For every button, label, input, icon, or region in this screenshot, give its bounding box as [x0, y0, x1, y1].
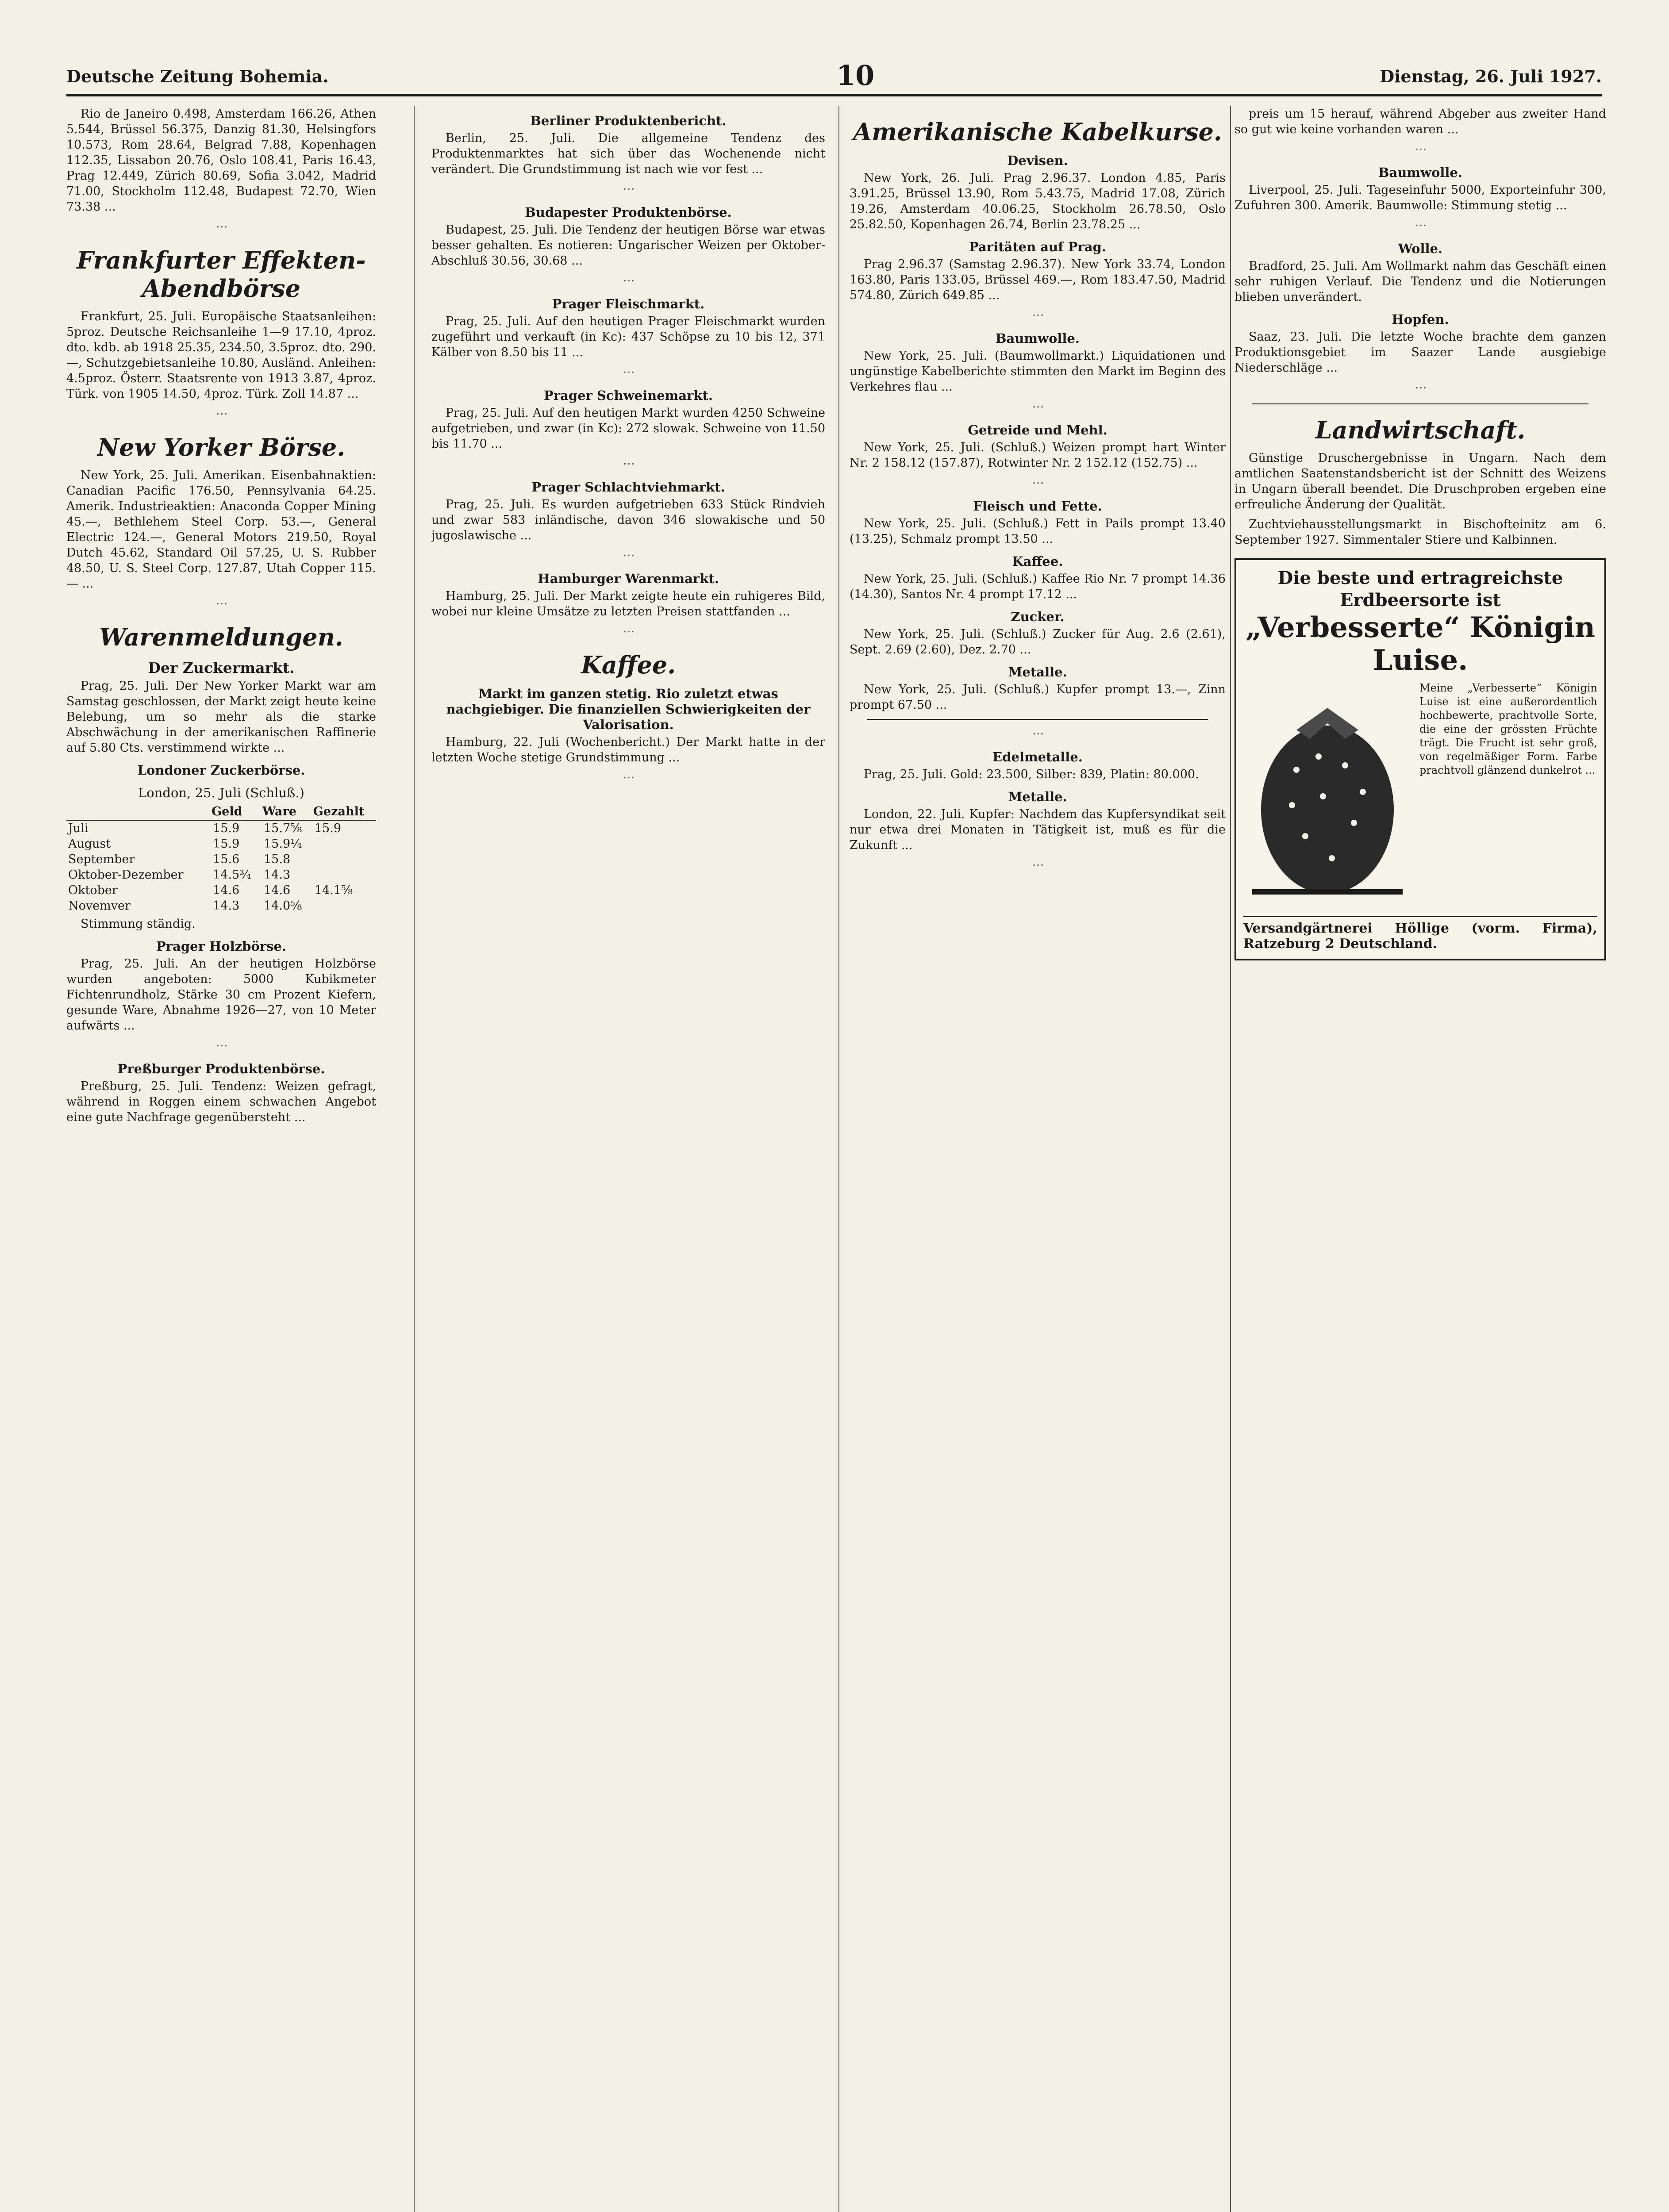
landwirtschaft-text-2: Zuchtviehausstellungsmarkt in Bischofteinitz am 6. September 1927. Simmentaler Stiere und Kalbinnen.	[1234, 518, 1606, 547]
ad-headline: Die beste und ertragreichste Erdbeersorte ist	[1277, 568, 1563, 611]
masthead-rule	[66, 94, 1602, 96]
hopfen-text: Saaz, 23. Juli. Die letzte Woche brachte dem ganzen Produktionsgebiet im Saazer Lande ausgiebige Niederschläge ...	[1234, 330, 1606, 375]
sugar-table-cell: 14.6	[213, 883, 240, 897]
sugar-table-row	[66, 883, 376, 898]
masthead-date: Dienstag, 26. Juli 1927.	[1380, 66, 1602, 86]
column-4	[1234, 106, 1606, 2212]
omitted-text-marker: ⋯	[215, 220, 228, 234]
sugar-table-cell: Juli	[68, 822, 88, 835]
omitted-text-marker: ⋯	[1414, 142, 1427, 156]
londoner-zucker-sub: London, 25. Juli (Schluß.)	[138, 785, 304, 800]
column-rule	[414, 106, 415, 2212]
sugar-note: Stimmung ständig.	[81, 917, 196, 931]
baumwolle-ny-heading: Baumwolle.	[996, 331, 1080, 346]
fleischmarkt-text: Prag, 25. Juli. Auf den heutigen Prager Fleischmarkt wurden zugeführt und verkauft (in Kc): 437 Schöpse zu 10 bis 12, 371 Kälber von 8.50 bis 11 ...	[431, 315, 825, 359]
sugar-table-cell: 15.9	[213, 822, 240, 835]
sugar-table-row	[66, 836, 376, 852]
sugar-table-cell: Oktober	[68, 883, 118, 897]
strawberry-illustration	[1243, 681, 1411, 911]
section-rule	[867, 719, 1208, 720]
omitted-text-marker: ⋯	[1031, 400, 1044, 414]
omitted-text-marker: ⋯	[622, 457, 635, 471]
omitted-text-marker: ⋯	[1031, 858, 1044, 872]
omitted-text-marker: ⋯	[622, 549, 635, 562]
exchange-rates-text: Rio de Janeiro 0.498, Amsterdam 166.26, Athen 5.544, Brüssel 56.375, Danzig 81.30, Helsingfors 10.573, Rom 28.64, Belgrad 7.88, Kopenhagen 112.35, Lissabon 20.76, Oslo 108.41, Paris 16.43, Prag 12.449, Zürich 80.69, Sofia 3.042, Madrid 71.00, Stockholm 112.48, Budapest 72.70, Wien 73.38 ...	[66, 107, 376, 214]
kaffee-subheading: Markt im ganzen stetig. Rio zuletzt etwas nachgiebiger. Die finanziellen Schwierigkeiten der Valorisation.	[446, 686, 811, 732]
pressburg-text: Preßburg, 25. Juli. Tendenz: Weizen gefragt, während in Roggen einem schwachen Angebot eine gute Nachfrage gegenübersteht ...	[66, 1079, 376, 1124]
column-1	[66, 106, 376, 2212]
kaffee-ny-text: New York, 25. Juli. (Schluß.) Kaffee Rio Nr. 7 prompt 14.36 (14.30), Santos Nr. 4 prompt 17.12 ...	[850, 572, 1226, 601]
budapest-text: Budapest, 25. Juli. Die Tendenz der heutigen Börse war etwas besser gehalten. Es notieren: Ungarischer Weizen per Oktober-Abschluß 30.56, 30.68 ...	[431, 223, 825, 268]
baumwolle-text: Liverpool, 25. Juli. Tageseinfuhr 5000, Exporteinfuhr 300, Zufuhren 300. Amerik. Baumwolle: Stimmung stetig ...	[1234, 183, 1606, 212]
sugar-price-table	[66, 803, 376, 914]
sugar-table-cell: 15.6	[213, 853, 240, 866]
frankfurt-text: Frankfurt, 25. Juli. Europäische Staatsanleihen: 5proz. Deutsche Reichsanleihe 1—9 17.10, 4proz. dto. kdb. ab 1918 25.35, 234.50, 3.5proz. dto. 290.—, Schutzgebietsanleihe 10.80, Ausländ. Anleihen: 4.5proz. Österr. Staatsrente von 1913 3.87, 4proz. Türk. von 1905 14.50, 4proz. Türk. Zoll 14.87 ...	[66, 310, 376, 401]
sugar-table-cell: 14.0⅝	[264, 899, 302, 913]
omitted-text-marker: ⋯	[215, 407, 228, 421]
ad-variety-name: „Verbesserte“ Königin Luise.	[1245, 611, 1596, 677]
devisen-text: New York, 26. Juli. Prag 2.96.37. London 4.85, Paris 3.91.25, Brüssel 13.90, Rom 5.43.75, Madrid 17.08, Zürich 19.26, Amsterdam 40.06.25, Stockholm 26.78.50, Oslo 25.82.50, Kopenhagen 26.74, Berlin 23.78.25 ...	[850, 171, 1226, 231]
omitted-text-marker: ⋯	[622, 182, 635, 196]
devisen-heading: Devisen.	[1007, 153, 1068, 168]
masthead	[66, 59, 1602, 97]
omitted-text-marker: ⋯	[622, 625, 635, 638]
edelmetalle-text: Prag, 25. Juli. Gold: 23.500, Silber: 839, Platin: 80.000.	[864, 768, 1199, 781]
omitted-text-marker: ⋯	[1031, 727, 1044, 741]
sugar-table-cell: August	[68, 837, 111, 851]
getreide-heading: Getreide und Mehl.	[968, 422, 1108, 438]
sugar-table-row	[66, 820, 376, 836]
sugar-table-cell: 15.9¼	[264, 837, 302, 851]
zuckermarkt-text: Prag, 25. Juli. Der New Yorker Markt war am Samstag geschlossen, der Markt zeigt heute keine Belebung, um so mehr als die starke Abschwächung in der amerikanischen Raffinerie auf 5.80 Cts. verstimmend wirkte ...	[66, 679, 376, 755]
sugar-table-row	[66, 867, 376, 883]
londoner-zucker-heading: Londoner Zuckerbörse.	[137, 763, 305, 778]
wolle-text: Bradford, 25. Juli. Am Wollmarkt nahm das Geschäft einen sehr ruhigen Verlauf. Die Tendenz und die Notierungen blieben unverändert.	[1234, 259, 1606, 304]
berlin-text: Berlin, 25. Juli. Die allgemeine Tendenz des Produktenmarktes hat sich über das Wochenende nicht verändert. Die Grundstimmung ist nach wie vor fest ...	[431, 131, 825, 176]
landwirtschaft-heading: Landwirtschaft.	[1315, 416, 1526, 444]
column-2	[431, 106, 825, 2212]
sugar-table-cell	[313, 867, 376, 883]
holzboerse-text: Prag, 25. Juli. An der heutigen Holzbörse wurden angeboten: 5000 Kubikmeter Fichtenrundholz, Stärke 30 cm Prozent Kiefern, gesunde Ware, Abnahme 1926—27, von 10 Meter aufwärts ...	[66, 957, 376, 1033]
column-4-intro: preis um 15 herauf, während Abgeber aus zweiter Hand so gut wie keine vorhanden waren ...	[1234, 107, 1606, 136]
sugar-table-cell: 15.7⅝	[264, 822, 302, 835]
omitted-text-marker: ⋯	[1414, 219, 1427, 232]
column-rule	[838, 106, 839, 2212]
masthead-left: Deutsche Zeitung Bohemia.	[66, 66, 329, 86]
omitted-text-marker: ⋯	[215, 1039, 228, 1052]
fleischmarkt-heading: Prager Fleischmarkt.	[552, 296, 705, 311]
baumwolle-ny-text: New York, 25. Juli. (Baumwollmarkt.) Liquidationen und ungünstige Kabelberichte stimmten den Markt im Beginn des Verkehres flau ...	[850, 349, 1226, 394]
hamburg-heading: Hamburger Warenmarkt.	[538, 571, 719, 586]
edelmetalle-heading: Edelmetalle.	[992, 749, 1083, 764]
hopfen-heading: Hopfen.	[1392, 312, 1449, 327]
sugar-table-cell: September	[68, 853, 135, 866]
column-3	[850, 106, 1226, 2212]
paritaeten-heading: Paritäten auf Prag.	[969, 239, 1107, 254]
metalle-ny-heading: Metalle.	[1008, 664, 1067, 680]
sugar-table-header: Gezahlt	[313, 803, 376, 820]
landwirtschaft-text-1: Günstige Druschergebnisse in Ungarn. Nach dem amtlichen Saatenstandsbericht ist der Schnitt des Weizens in Ungarn überall beendet. Die Druschproben ergeben eine erfreuliche Änderung der Qualität.	[1234, 451, 1606, 511]
frankfurt-heading: Frankfurter Effekten-Abendbörse	[77, 246, 366, 303]
ny-boerse-heading: New Yorker Börse.	[97, 433, 345, 461]
schweinemarkt-heading: Prager Schweinemarkt.	[544, 388, 713, 403]
sugar-table-cell: Novemver	[68, 899, 131, 913]
omitted-text-marker: ⋯	[1414, 381, 1427, 395]
page-number: 10	[836, 59, 875, 92]
sugar-table-row	[66, 852, 376, 867]
omitted-text-marker: ⋯	[622, 771, 635, 784]
kaffee-ny-heading: Kaffee.	[1012, 554, 1063, 569]
omitted-text-marker: ⋯	[215, 597, 228, 611]
sugar-table-cell	[313, 898, 376, 914]
warenmeldungen-heading: Warenmeldungen.	[99, 623, 343, 651]
sugar-table-header: Ware	[262, 803, 313, 820]
hamburg-text: Hamburg, 25. Juli. Der Markt zeigte heute ein ruhigeres Bild, wobei nur kleine Umsätze zu letzten Preisen stattfanden ...	[431, 589, 825, 618]
sugar-table-cell: 14.1⅝	[314, 883, 353, 897]
sugar-table-cell: 14.3	[264, 868, 291, 882]
zucker-ny-heading: Zucker.	[1011, 609, 1065, 624]
sugar-table-cell: Oktober-Dezember	[68, 868, 184, 882]
kaffee-text: Hamburg, 22. Juli (Wochenbericht.) Der Markt hatte in der letzten Woche stetige Grundstimmung ...	[431, 735, 825, 764]
metalle-london-text: London, 22. Juli. Kupfer: Nachdem das Kupfersyndikat seit nur etwa drei Monaten in Tätigkeit ist, muß es für die Zukunft ...	[850, 807, 1226, 852]
strawberry-advertisement	[1234, 558, 1606, 960]
sugar-table-header: Geld	[211, 803, 262, 820]
sugar-table-cell	[313, 836, 376, 852]
fleisch-fette-text: New York, 25. Juli. (Schluß.) Fett in Pails prompt 13.40 (13.25), Schmalz prompt 13.50 ...	[850, 517, 1226, 546]
ad-nursery-name: Versandgärtnerei Höllige (vorm. Firma), Ratzeburg 2 Deutschland.	[1243, 916, 1597, 952]
sugar-table-cell: 15.9	[213, 837, 240, 851]
holzboerse-heading: Prager Holzbörse.	[156, 939, 286, 954]
pressburg-heading: Preßburger Produktenbörse.	[117, 1061, 325, 1076]
schweinemarkt-text: Prag, 25. Juli. Auf den heutigen Markt wurden 4250 Schweine aufgetrieben, und zwar (in Kc): 272 slowak. Schweine von 11.50 bis 11.70 ...	[431, 406, 825, 451]
zucker-ny-text: New York, 25. Juli. (Schluß.) Zucker für Aug. 2.6 (2.61), Sept. 2.69 (2.60), Dez. 2.70 ...	[850, 627, 1226, 657]
paritaeten-text: Prag 2.96.37 (Samstag 2.96.37). New York 33.74, London 163.80, Paris 133.05, Brüssel 469.—, Rom 183.47.50, Madrid 574.80, Zürich 649.85 ...	[850, 257, 1226, 302]
kaffee-heading: Kaffee.	[581, 651, 676, 679]
sugar-table-cell	[313, 852, 376, 867]
wolle-heading: Wolle.	[1398, 241, 1443, 256]
metalle-ny-text: New York, 25. Juli. (Schluß.) Kupfer prompt 13.—, Zinn prompt 67.50 ...	[850, 683, 1226, 712]
schlachtvieh-text: Prag, 25. Juli. Es wurden aufgetrieben 633 Stück Rindvieh und zwar 583 inländische, davon 346 slowakische und 50 jugoslawische ...	[431, 498, 825, 542]
budapest-heading: Budapester Produktenbörse.	[525, 205, 732, 220]
sugar-table-cell: 15.9	[314, 822, 341, 835]
metalle-london-heading: Metalle.	[1008, 789, 1067, 804]
section-rule	[1252, 403, 1588, 404]
fleisch-fette-heading: Fleisch und Fette.	[973, 499, 1102, 514]
omitted-text-marker: ⋯	[1031, 476, 1044, 490]
sugar-table-cell: 15.8	[264, 853, 291, 866]
sugar-table-cell: 14.6	[264, 883, 291, 897]
omitted-text-marker: ⋯	[622, 365, 635, 379]
ad-description: Meine „Verbesserte“ Königin Luise ist eine außerordentlich hochbewerte, prachtvolle Sorte, die eine der grössten Früchte trägt. Die Frucht ist sehr groß, von regelmäßiger Form. Farbe prachtvoll glänzend dunkelrot ...	[1419, 682, 1597, 776]
omitted-text-marker: ⋯	[1031, 308, 1044, 322]
berlin-heading: Berliner Produktenbericht.	[530, 113, 727, 128]
column-rule	[1230, 106, 1231, 2212]
sugar-table-header	[66, 803, 211, 820]
kabelkurse-heading: Amerikanische Kabelkurse.	[853, 118, 1222, 146]
ny-boerse-text: New York, 25. Juli. Amerikan. Eisenbahnaktien: Canadian Pacific 176.50, Pennsylvania 64.25. Amerik. Industrieaktien: Anaconda Copper Mining 45.—, Bethlehem Steel Corp. 53.—, General Electric 124.—, General Motors 219.50, Royal Dutch 45.62, Standard Oil 57.25, U. S. Rubber 48.50, U. S. Steel Corp. 127.87, Utah Copper 115.— ...	[66, 469, 376, 591]
zuckermarkt-heading: Der Zuckermarkt.	[148, 659, 295, 676]
getreide-text: New York, 25. Juli. (Schluß.) Weizen prompt hart Winter Nr. 2 158.12 (157.87), Rotwinter Nr. 2 152.12 (152.75) ...	[850, 441, 1226, 470]
sugar-table-cell: 14.3	[213, 899, 240, 913]
sugar-table-row	[66, 898, 376, 914]
omitted-text-marker: ⋯	[622, 274, 635, 288]
baumwolle-heading: Baumwolle.	[1378, 165, 1462, 180]
sugar-table-cell: 14.5¾	[213, 868, 251, 882]
schlachtvieh-heading: Prager Schlachtviehmarkt.	[531, 480, 725, 495]
